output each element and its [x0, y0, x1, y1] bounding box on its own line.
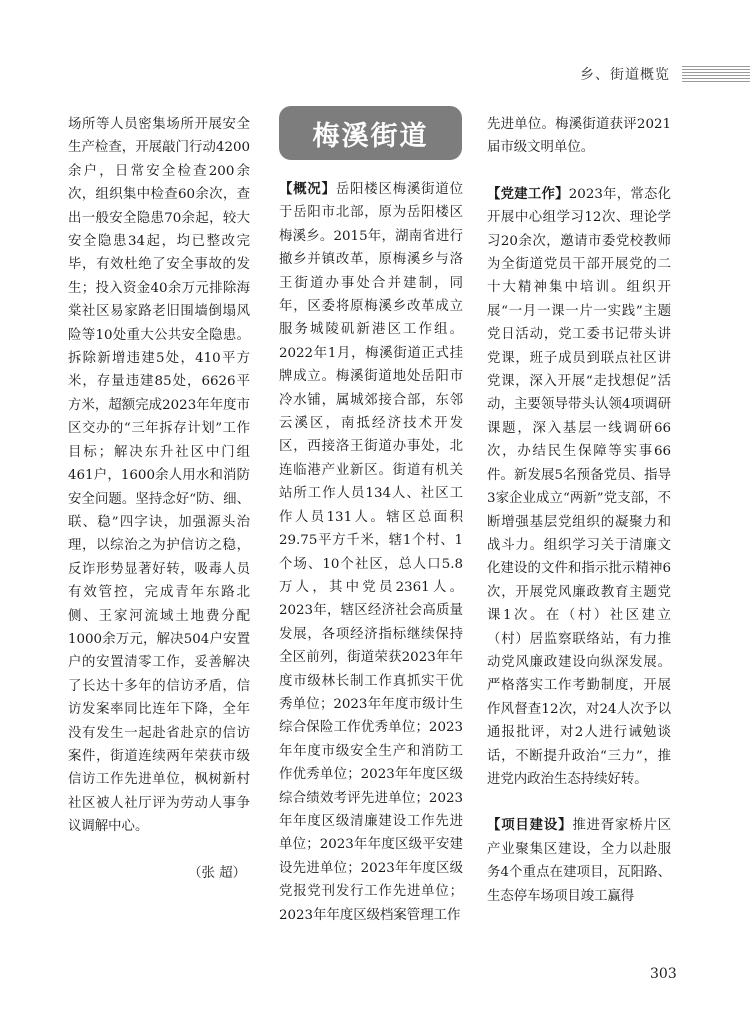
- party-building-text: 2023年，常态化开展中心组学习12次、理论学习20余次，邀请市委党校教师为全街道党员干部开展党的二十大精神集中培训。组织开展“一月一课一片一实践”主题党日活动，党工委书记带头讲党课，班子成员到联点社区讲党课，深入开展“走找想促”活动，主要领导带头认领4项调研课题，深入基层一线调研66次，办结民生保障等实事66件。新发展5名预备党员、指导3家企业成立“两新”党支部，不断增强基层党组织的凝聚力和战斗力。组织学习关于清廉文化建设的文件和指示批示精神6次，开展党风廉政教育主题党课1次。在（村）社区建立（村）居监察联络站，有力推动党风廉政建设向纵深发展。严格落实工作考勤制度，开展作风督查12次，对24人次予以通报批评，对2人进行诫勉谈话，不断提升政治“三力”，推进党内政治生态持续好转。: [487, 186, 672, 787]
- overview-label: 【概况】: [279, 182, 336, 197]
- safety-paragraph: 场所等人员密集场所开展安全生产检查，开展敲门行动4200余户，日常安全检查200余次，组织集中检查60余次，查出一般安全隐患70余起，较大安全隐患34起，均已整改完毕，有效杜绝了安全事故的发生；投入资金40余万元排除海棠社区易家路老旧围墙倒塌风险等10处重大公共安全隐患。拆除新增违建5处，410平方米，存量违建85处，6626平方米，超额完成2023年年度市区交办的“三年拆存计划”工作目标；解决东升社区中门组461户，1600余人用水和消防安全问题。坚持念好“防、细、联、稳”四字诀，加强源头治理，以综治之为护信访之稳，反诈形势显著好转，吸毒人员有效管控，完成青年东路北侧、王家河流域土地费分配1000余万元，解决504户安置户的安置清零工作，妥善解决了长达十多年的信访矛盾，信访发案率同比连年下降，全年没有发生一起赴省赴京的信访案件，街道连续两年荣获市级信访工作先进单位，枫树新村社区被人社厅评为劳动人事争议调解中心。: [68, 117, 250, 835]
- overview-continuation-paragraph: 先进单位。梅溪街道获评2021届市级文明单位。: [487, 117, 671, 156]
- column-1: [68, 113, 250, 885]
- party-building-label: 【党建工作】: [487, 186, 569, 202]
- overview-text: 岳阳楼区梅溪街道位于岳阳市北部，原为岳阳楼区梅溪乡。2015年，湖南省进行撤乡并镇改革，原梅溪乡与洛王街道办事处合并建制，同年，区委将原梅溪乡改革成立服务城陵矶新港区工作组。2022年1月，梅溪街道正式挂牌成立。梅溪街道地处岳阳市冷水铺，属城郊接合部，东邻云溪区，南抵经济技术开发区，西接洛王街道办事处，北连临港产业新区。街道有机关站所工作人员134人、社区工作人员131人。辖区总面积29.75平方千米，辖1个村、1个场、10个社区，总人口5.8万人，其中党员2361人。2023年，辖区经济社会高质量发展，各项经济指标继续保持全区前列，街道荣获2023年年度市级林长制工作真抓实干优秀单位；2023年年度市级计生综合保险工作优秀单位；2023年年度市级安全生产和消防工作优秀单位；2023年年度区级综合绩效考评先进单位；2023年年度区级清廉建设工作先进单位；2023年年度区级平安建设先进单位；2023年年度区级党报党刊发行工作先进单位；2023年年度区级档案管理工作: [279, 182, 464, 923]
- running-header-title: 乡、街道概览: [580, 67, 670, 83]
- project-construction-text: 推进胥家桥片区产业聚集区建设，全力以赴服务4个重点在建项目，瓦阳路、生态停车场项目竣工赢得: [487, 818, 672, 904]
- header-rule-decoration: [682, 66, 750, 84]
- overview-paragraph: [279, 178, 463, 927]
- author-credit: （张 超）: [188, 865, 246, 881]
- column-3: [487, 113, 671, 908]
- project-construction-paragraph: [487, 814, 671, 908]
- section-title-badge: [279, 106, 462, 160]
- party-building-paragraph: [487, 183, 671, 792]
- section-title-text: 梅溪街道: [312, 120, 429, 152]
- column-2: [279, 178, 463, 927]
- project-construction-label: 【项目建设】: [487, 818, 573, 834]
- page-number: 303: [650, 966, 677, 982]
